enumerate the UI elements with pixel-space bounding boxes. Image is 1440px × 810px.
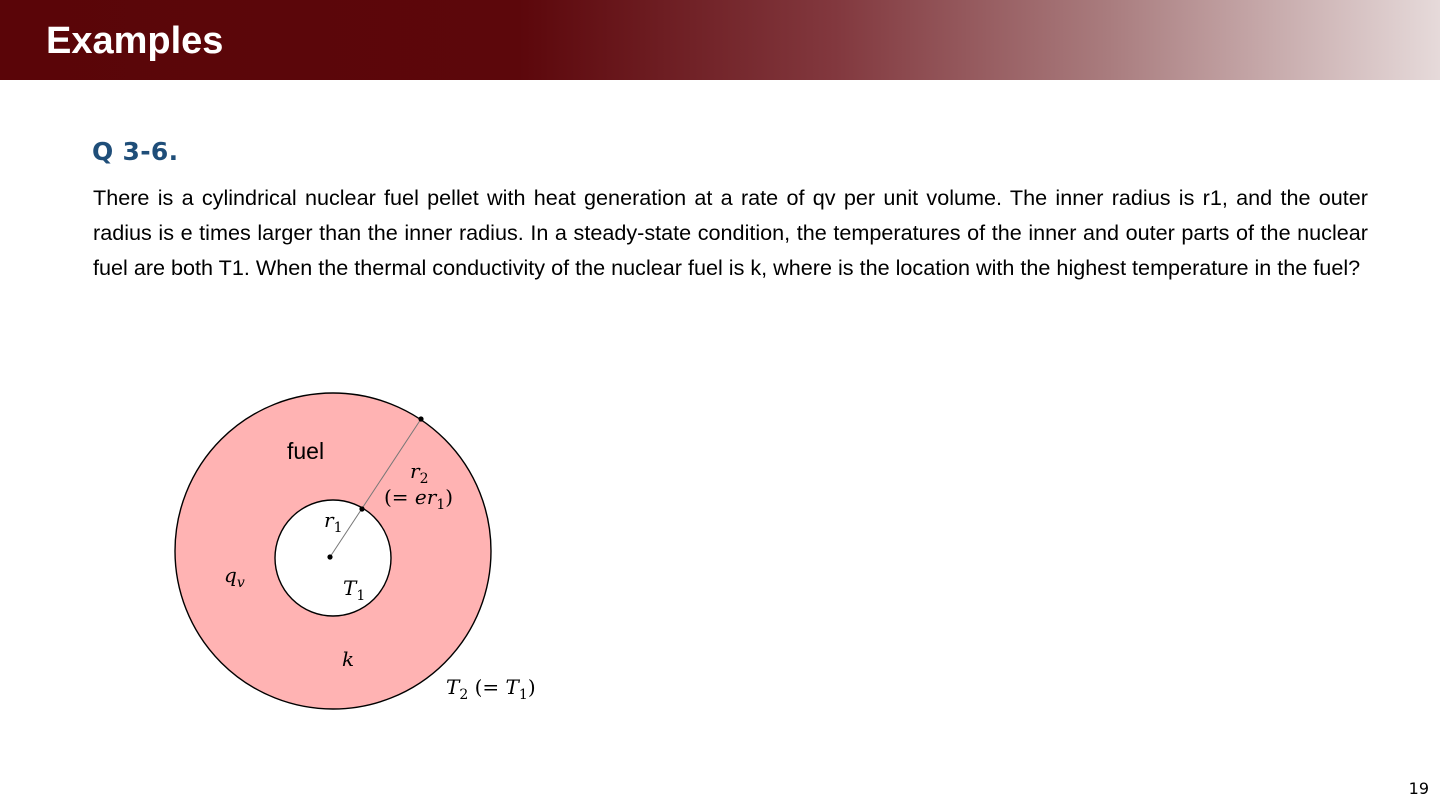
T2-label: T2 (= T1) <box>446 675 536 703</box>
slide-title: Examples <box>46 20 224 62</box>
k-label: k <box>342 647 355 671</box>
r2-equals-label: (= er1) <box>384 485 454 513</box>
page-number: 19 <box>1408 779 1429 798</box>
center-point <box>327 554 332 559</box>
question-text: There is a cylindrical nuclear fuel pellet with heat generation at a rate of qv per unit volume. The inner radius is r1, and the outer radius is e times larger than the inner radius. In a steady-state condition, the temperatures of the inner and outer parts of the nuclear fuel are both T1. When the thermal conductivity of the nuclear fuel is k, where is the location with the highest temperature in the fuel? <box>93 185 1368 280</box>
fuel-label: fuel <box>287 438 325 464</box>
r1-label: r1 <box>324 508 343 536</box>
inner-radius-point <box>359 506 364 511</box>
question-heading: Q 3-6. <box>92 137 179 166</box>
T1-label: T1 <box>343 576 366 604</box>
outer-radius-point <box>418 416 423 421</box>
qv-label: qv <box>224 563 245 591</box>
r2-label: r2 <box>410 459 429 487</box>
